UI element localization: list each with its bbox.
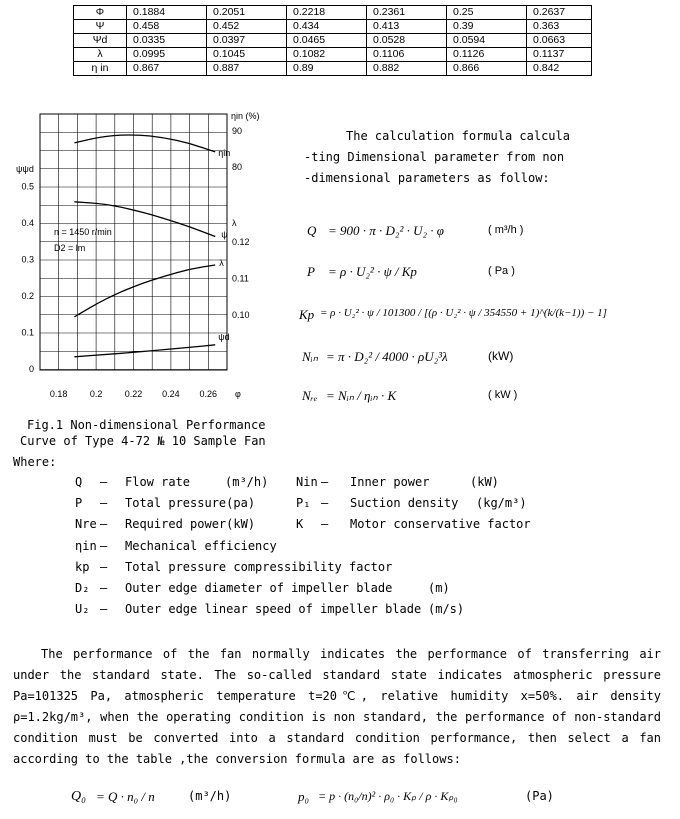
formula-nin-lhs: Nᵢₙ (302, 349, 318, 364)
table-cell: 0.0397 (207, 34, 287, 48)
formula-kp-rhs: = ρ · U₂² · ψ / 101300 / [(ρ · U₂² · ψ / 354550 + 1)^(k/(k−1)) − 1] (320, 307, 607, 319)
intro-line2: -ting Dimensional parameter from non (304, 150, 565, 164)
conversion-p0-unit: (Pa) (525, 789, 554, 803)
table-cell: 0.89 (287, 62, 367, 76)
definition-dash: — (100, 475, 108, 489)
table-cell: 0.2361 (367, 6, 447, 20)
definition-symbol: P (75, 496, 83, 511)
table-cell: 0.0335 (127, 34, 207, 48)
table-cell: 0.842 (527, 62, 592, 76)
series-label: λ (219, 257, 224, 268)
table-cell: 0.1126 (447, 48, 527, 62)
definition-desc: Flow rate (125, 475, 191, 489)
definition-desc: Outer edge diameter of impeller blade (125, 581, 393, 595)
definition-dash: — (100, 538, 108, 553)
table-cell: 0.2051 (207, 6, 287, 20)
conversion-q0-lhs: Q₀ (71, 789, 86, 804)
row-symbol: Φ (74, 6, 127, 20)
definition-dash: — (100, 581, 108, 595)
performance-chart (10, 108, 270, 408)
formula-nre-lhs: Nᵣₑ (302, 388, 318, 403)
series-line-3 (74, 345, 215, 357)
definition-unit: (kW) (470, 475, 499, 489)
definition-unit: (m³/h) (225, 475, 269, 489)
figure-caption-line2: Curve of Type 4-72 № 10 Sample Fan (20, 434, 266, 448)
x-axis-label: φ (235, 389, 241, 399)
formula-p-unit: ( Pa ) (488, 265, 515, 277)
definition-symbol: kp (75, 559, 90, 574)
table-cell: 0.363 (527, 20, 592, 34)
table-cell: 0.867 (127, 62, 207, 76)
table-cell: 0.2637 (527, 6, 592, 20)
series-label: ψd (218, 331, 230, 342)
table-cell: 0.1106 (367, 48, 447, 62)
formula-q-lhs: Q (307, 223, 317, 238)
table-cell: 0.434 (287, 20, 367, 34)
definition-unit: (kg/m³) (476, 496, 527, 511)
definition-dash: — (100, 602, 108, 617)
lambda-axis-label: λ (232, 218, 237, 228)
table-row (74, 20, 592, 34)
table-cell: 0.452 (207, 20, 287, 34)
chart-annotation: n = 1450 r/min (54, 227, 112, 237)
lambda-tick-label: 0.11 (232, 273, 249, 284)
intro-line3: -dimensional parameters as follow: (304, 171, 550, 185)
formula-p-rhs: = ρ · U₂² · ψ / Kp (328, 264, 417, 279)
y-left-tick-label: 0 (28, 364, 34, 374)
definition-symbol: Q (75, 475, 83, 489)
y-left-tick-label: 0.4 (21, 218, 34, 228)
definition-symbol: U₂ (75, 602, 90, 617)
table-cell: 0.0995 (127, 48, 207, 62)
chart-series (74, 135, 215, 357)
definition-symbol: P₁ (296, 496, 311, 511)
definition-desc: Required power(kW) (125, 517, 256, 532)
formula-nre-rhs: = Nᵢₙ / ηᵢₙ · K (326, 388, 397, 403)
table-cell: 0.2218 (287, 6, 367, 20)
table-cell: 0.882 (367, 62, 447, 76)
x-tick-label: 0.22 (124, 389, 143, 399)
table-cell: 0.0594 (447, 34, 527, 48)
eta-axis-label: ηin (%) (231, 111, 260, 121)
row-symbol: λ (74, 48, 127, 62)
definition-symbol: ηin (75, 538, 97, 553)
x-tick-label: 0.24 (162, 389, 180, 399)
definition-desc: Inner power (350, 475, 430, 489)
formula-q-unit: ( m³/h ) (488, 224, 524, 236)
performance-table (73, 5, 592, 76)
formula-nre-unit: ( kW ) (488, 389, 518, 401)
table-cell: 0.1884 (127, 6, 207, 20)
definition-unit: (m) (428, 581, 450, 595)
row-symbol: Ψ (74, 20, 127, 34)
definition-desc: Outer edge linear speed of impeller blade (125, 602, 422, 617)
conversion-p0-rhs: = p · (n₀/n)² · ρ₀ · Kₚ / ρ · Kₚ₀ (318, 789, 458, 803)
conversion-q0-unit: (m³/h) (188, 789, 232, 803)
y-left-tick-label: 0.3 (21, 254, 34, 265)
table-cell: 0.458 (127, 20, 207, 34)
conversion-p0-lhs: p₀ (298, 789, 310, 804)
y-left-tick-label: 0.5 (21, 181, 34, 192)
table-cell: 0.1137 (527, 48, 592, 62)
definition-desc: Suction density (350, 496, 459, 511)
table-cell: 0.1082 (287, 48, 367, 62)
table-cell: 0.1045 (207, 48, 287, 62)
intro-line1: The calculation formula calcula (346, 129, 570, 143)
table-cell: 0.0663 (527, 34, 592, 48)
definition-symbol: D₂ (75, 581, 90, 595)
definition-desc: Mechanical efficiency (125, 538, 277, 553)
y-left-axis-label: ψψd (16, 164, 34, 174)
formula-nin-unit: (kW) (488, 349, 514, 363)
x-tick-label: 0.18 (49, 389, 68, 399)
definition-dash: — (100, 559, 108, 574)
lambda-tick-label: 0.12 (232, 237, 250, 247)
definition-symbol: Nre (75, 517, 97, 532)
table-row (74, 62, 592, 76)
definition-symbol: Nin (296, 475, 318, 489)
conversion-q0-rhs: = Q · n₀ / n (96, 789, 155, 804)
eta-tick-label: 80 (232, 162, 243, 172)
definition-dash: — (100, 517, 108, 532)
series-label: ψ (221, 229, 228, 240)
table-cell: 0.39 (447, 20, 527, 34)
standard-state-paragraph: The performance of the fan normally indicates the performance of transferring air under the standard state. The so-called standard state indicates atmospheric pressure Pa=101325 Pa, atmospheric temperature t=20℃, relative humidity x=50%. air density ρ=1.2kg/m³, when the operating condition is non standard, the performance of non-standard condition must be converted into a standard condition performance, then select a fan according to the table ,the conversion formula are as follows: (13, 647, 661, 766)
row-symbol: Ψd (74, 34, 127, 48)
table-cell: 0.413 (367, 20, 447, 34)
formula-p-lhs: P (307, 264, 315, 279)
definition-dash: — (321, 475, 329, 489)
formula-q-rhs: = 900 · π · D₂² · U₂ · φ (328, 223, 444, 238)
table-cell: 0.25 (447, 6, 527, 20)
table-row (74, 34, 592, 48)
x-tick-label: 0.2 (89, 389, 103, 399)
definition-dash: — (100, 496, 108, 511)
row-symbol: η in (74, 62, 127, 76)
definition-desc: Total pressure(pa) (125, 496, 256, 511)
table-cell: 0.887 (207, 62, 287, 76)
lambda-tick-label: 0.10 (232, 310, 250, 320)
table-cell: 0.0528 (367, 34, 447, 48)
definition-unit: (m/s) (428, 602, 465, 617)
table-row (74, 6, 592, 20)
table-cell: 0.866 (447, 62, 527, 76)
definition-desc: Motor conservative factor (350, 517, 531, 532)
chart-axis-labels (16, 111, 260, 399)
definition-symbol: K (296, 517, 304, 532)
series-line-2 (74, 265, 215, 317)
series-label: ηin (218, 147, 231, 158)
chart-grid (40, 114, 230, 370)
series-line-0 (74, 135, 215, 152)
chart-annotation: D2 = lm (54, 243, 86, 253)
x-tick-label: 0.26 (199, 389, 218, 399)
table-cell: 0.0465 (287, 34, 367, 48)
table-row (74, 48, 592, 62)
y-left-tick-label: 0.1 (21, 327, 34, 338)
formula-kp-lhs: Kp (299, 307, 315, 322)
definition-dash: — (321, 517, 329, 532)
y-left-tick-label: 0.2 (21, 291, 34, 301)
where-label: Where: (13, 455, 57, 469)
formula-nin-rhs: = π · D₂² / 4000 · ρU₂³λ (326, 349, 448, 364)
eta-tick-label: 90 (232, 126, 243, 136)
figure-caption-line1: Fig.1 Non-dimensional Performance (27, 418, 266, 432)
definition-desc: Total pressure compressibility factor (125, 559, 393, 574)
definition-dash: — (321, 496, 329, 511)
